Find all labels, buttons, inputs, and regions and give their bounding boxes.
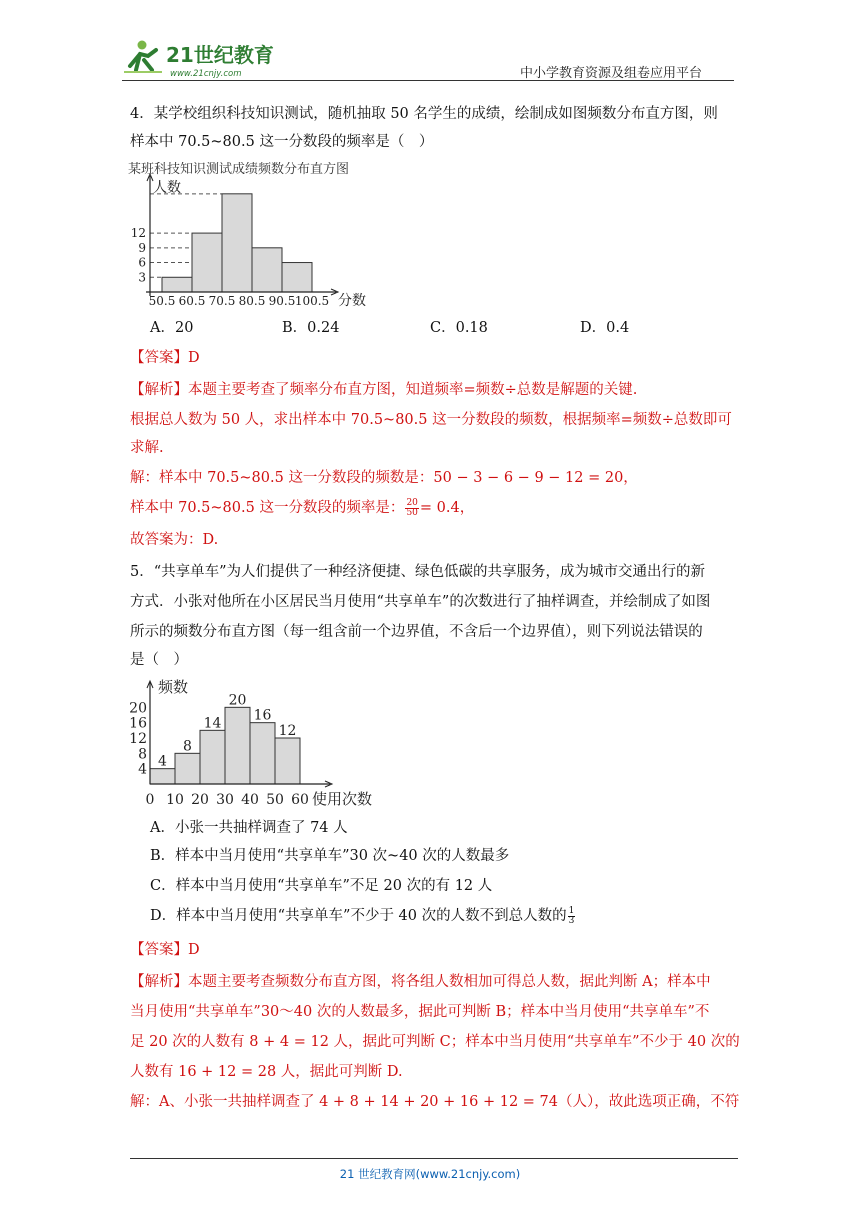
header-platform-text: 中小学教育资源及组卷应用平台 xyxy=(520,66,703,81)
q5-solution-1: 解：A、小张一共抽样调查了 4 + 8 + 14 + 20 + 16 + 12 = 74（人），故此选项正确，不符 xyxy=(130,1094,740,1110)
q5-analysis-2: 当月使用“共享单车”30～40 次的人数最多，据此可判断 B；样本中当月使用“共享单车”不 xyxy=(130,1004,710,1020)
y-tick-label: 16 xyxy=(129,715,147,732)
bar-value-label: 14 xyxy=(203,715,222,732)
header-divider xyxy=(122,80,734,81)
q5-stem-line-2: 方式．小张对他所在小区居民当月使用“共享单车”的次数进行了抽样调查，并绘制成了如图 xyxy=(130,594,711,610)
q4-analysis-2: 根据总人数为 50 人，求出样本中 70.5~80.5 这一分数段的频数，根据频率=频数÷总数即可 xyxy=(130,412,732,428)
q5-option-d: D．样本中当月使用“共享单车”不少于 40 次的人数不到总人数的 $\frac{1}{3}$ xyxy=(150,905,575,926)
q5-answer: 【答案】D xyxy=(130,942,200,958)
x-axis-label: 分数 xyxy=(338,293,366,309)
bar-value-label: 16 xyxy=(253,707,272,724)
bar-value-label: 4 xyxy=(158,753,167,770)
y-tick-label: 8 xyxy=(138,746,147,763)
runner-logo-icon xyxy=(124,41,162,73)
footer-text: 21 世纪教育网(www.21cnjy.com) xyxy=(339,1167,521,1181)
y-tick-label: 20 xyxy=(129,700,147,717)
q5-stem-line-4: 是（ ） xyxy=(130,652,188,668)
bar-1 xyxy=(175,753,200,784)
y-tick-label: 12 xyxy=(129,731,147,747)
x-tick-label: 40 xyxy=(241,792,259,808)
x-tick-label: 50.5 xyxy=(148,294,176,308)
y-tick-label: 9 xyxy=(138,240,146,255)
y-tick-label: 3 xyxy=(138,270,146,285)
bar-0 xyxy=(162,277,192,292)
site-logo xyxy=(122,36,292,80)
q5-stem-line-3: 所示的频数分布直方图（每一组含前一个边界值，不含后一个边界值），则下列说法错误的 xyxy=(130,624,703,640)
q4-option-b: B．0.24 xyxy=(282,320,340,336)
q5-option-c: C．样本中当月使用“共享单车”不足 20 次的有 12 人 xyxy=(150,878,493,894)
bar-value-label: 12 xyxy=(278,723,297,739)
svg-text:www.21cnjy.com: www.21cnjy.com xyxy=(170,69,242,79)
q5-option-b: B．样本中当月使用“共享单车”30 次~40 次的人数最多 xyxy=(150,848,510,864)
y-tick-label: 4 xyxy=(138,761,147,778)
fraction-20-50: $\frac{20}{50}$ xyxy=(406,497,418,518)
bar-value-label: 20 xyxy=(228,692,247,709)
q4-solution-2: 样本中 70.5~80.5 这一分数段的频率是： $\frac{20}{50}$ = 0.4， xyxy=(130,497,475,518)
q5-stem-line-1: 5．“共享单车”为人们提供了一种经济便捷、绿色低碳的共享服务，成为城市交通出行的新 xyxy=(130,564,706,580)
bar-0 xyxy=(150,769,175,784)
q5-analysis-3: 足 20 次的人数有 8 + 4 = 12 人，据此可判断 C；样本中当月使用“共享单车”不少于 40 次的 xyxy=(130,1034,740,1050)
bar-3 xyxy=(252,248,282,292)
fraction-1-3: $\frac{1}{3}$ xyxy=(568,905,575,926)
y-axis-label: 频数 xyxy=(158,678,189,696)
q4-solution-1: 解：样本中 70.5~80.5 这一分数段的频数是：50 − 3 − 6 − 9 − 12 = 20， xyxy=(130,470,638,486)
q5-analysis-1: 【解析】本题主要考查频数分布直方图，将各组人数相加可得总人数，据此判断 A；样本中 xyxy=(130,974,711,990)
bar-value-label: 8 xyxy=(183,738,192,755)
x-tick-label: 90.5 xyxy=(268,294,296,308)
q4-option-d: D．0.4 xyxy=(580,320,630,336)
x-tick-label: 70.5 xyxy=(208,294,236,308)
x-tick-label: 0 xyxy=(145,792,155,808)
x-axis-label: 使用次数 xyxy=(312,790,373,808)
bar-2 xyxy=(222,194,252,292)
x-tick-label: 30 xyxy=(216,792,234,808)
y-tick-label: 6 xyxy=(138,255,146,270)
x-tick-label: 100.5 xyxy=(294,294,330,308)
q4-histogram xyxy=(128,162,378,312)
x-tick-label: 10 xyxy=(166,792,184,808)
q4-stem-line-1: 4．某学校组织科技知识测试，随机抽取 50 名学生的成绩，绘制成如图频数分布直方图，则 xyxy=(130,106,718,122)
chart-title: 某班科技知识测试成绩频数分布直方图 xyxy=(128,162,350,177)
q4-stem-line-2: 样本中 70.5~80.5 这一分数段的频率是（ ） xyxy=(130,134,434,150)
q4-answer: 【答案】D xyxy=(130,350,200,366)
x-tick-label: 20 xyxy=(191,792,209,808)
q4-conclusion: 故答案为：D. xyxy=(130,532,219,548)
q4-option-c: C．0.18 xyxy=(430,320,488,336)
bar-1 xyxy=(192,233,222,292)
bar-4 xyxy=(250,723,275,784)
svg-text:21世纪教育: 21世纪教育 xyxy=(166,43,274,67)
q4-analysis-3: 求解. xyxy=(130,440,164,456)
x-tick-label: 50 xyxy=(266,792,284,808)
bar-4 xyxy=(282,263,312,292)
bar-3 xyxy=(225,707,250,784)
q5-histogram xyxy=(128,676,388,810)
y-axis-label: 人数 xyxy=(153,180,181,196)
x-tick-label: 80.5 xyxy=(238,294,266,308)
bar-5 xyxy=(275,738,300,784)
bar-2 xyxy=(200,730,225,784)
y-tick-label: 12 xyxy=(130,226,146,241)
q5-analysis-4: 人数有 16 + 12 = 28 人，据此可判断 D. xyxy=(130,1064,403,1080)
q5-option-a: A．小张一共抽样调查了 74 人 xyxy=(150,820,348,836)
x-tick-label: 60.5 xyxy=(178,294,206,308)
x-tick-label: 60 xyxy=(291,792,309,808)
footer-divider xyxy=(130,1158,738,1159)
q4-analysis-1: 【解析】本题主要考查了频率分布直方图，知道频率=频数÷总数是解题的关键. xyxy=(130,382,638,398)
q4-option-a: A．20 xyxy=(150,320,194,336)
